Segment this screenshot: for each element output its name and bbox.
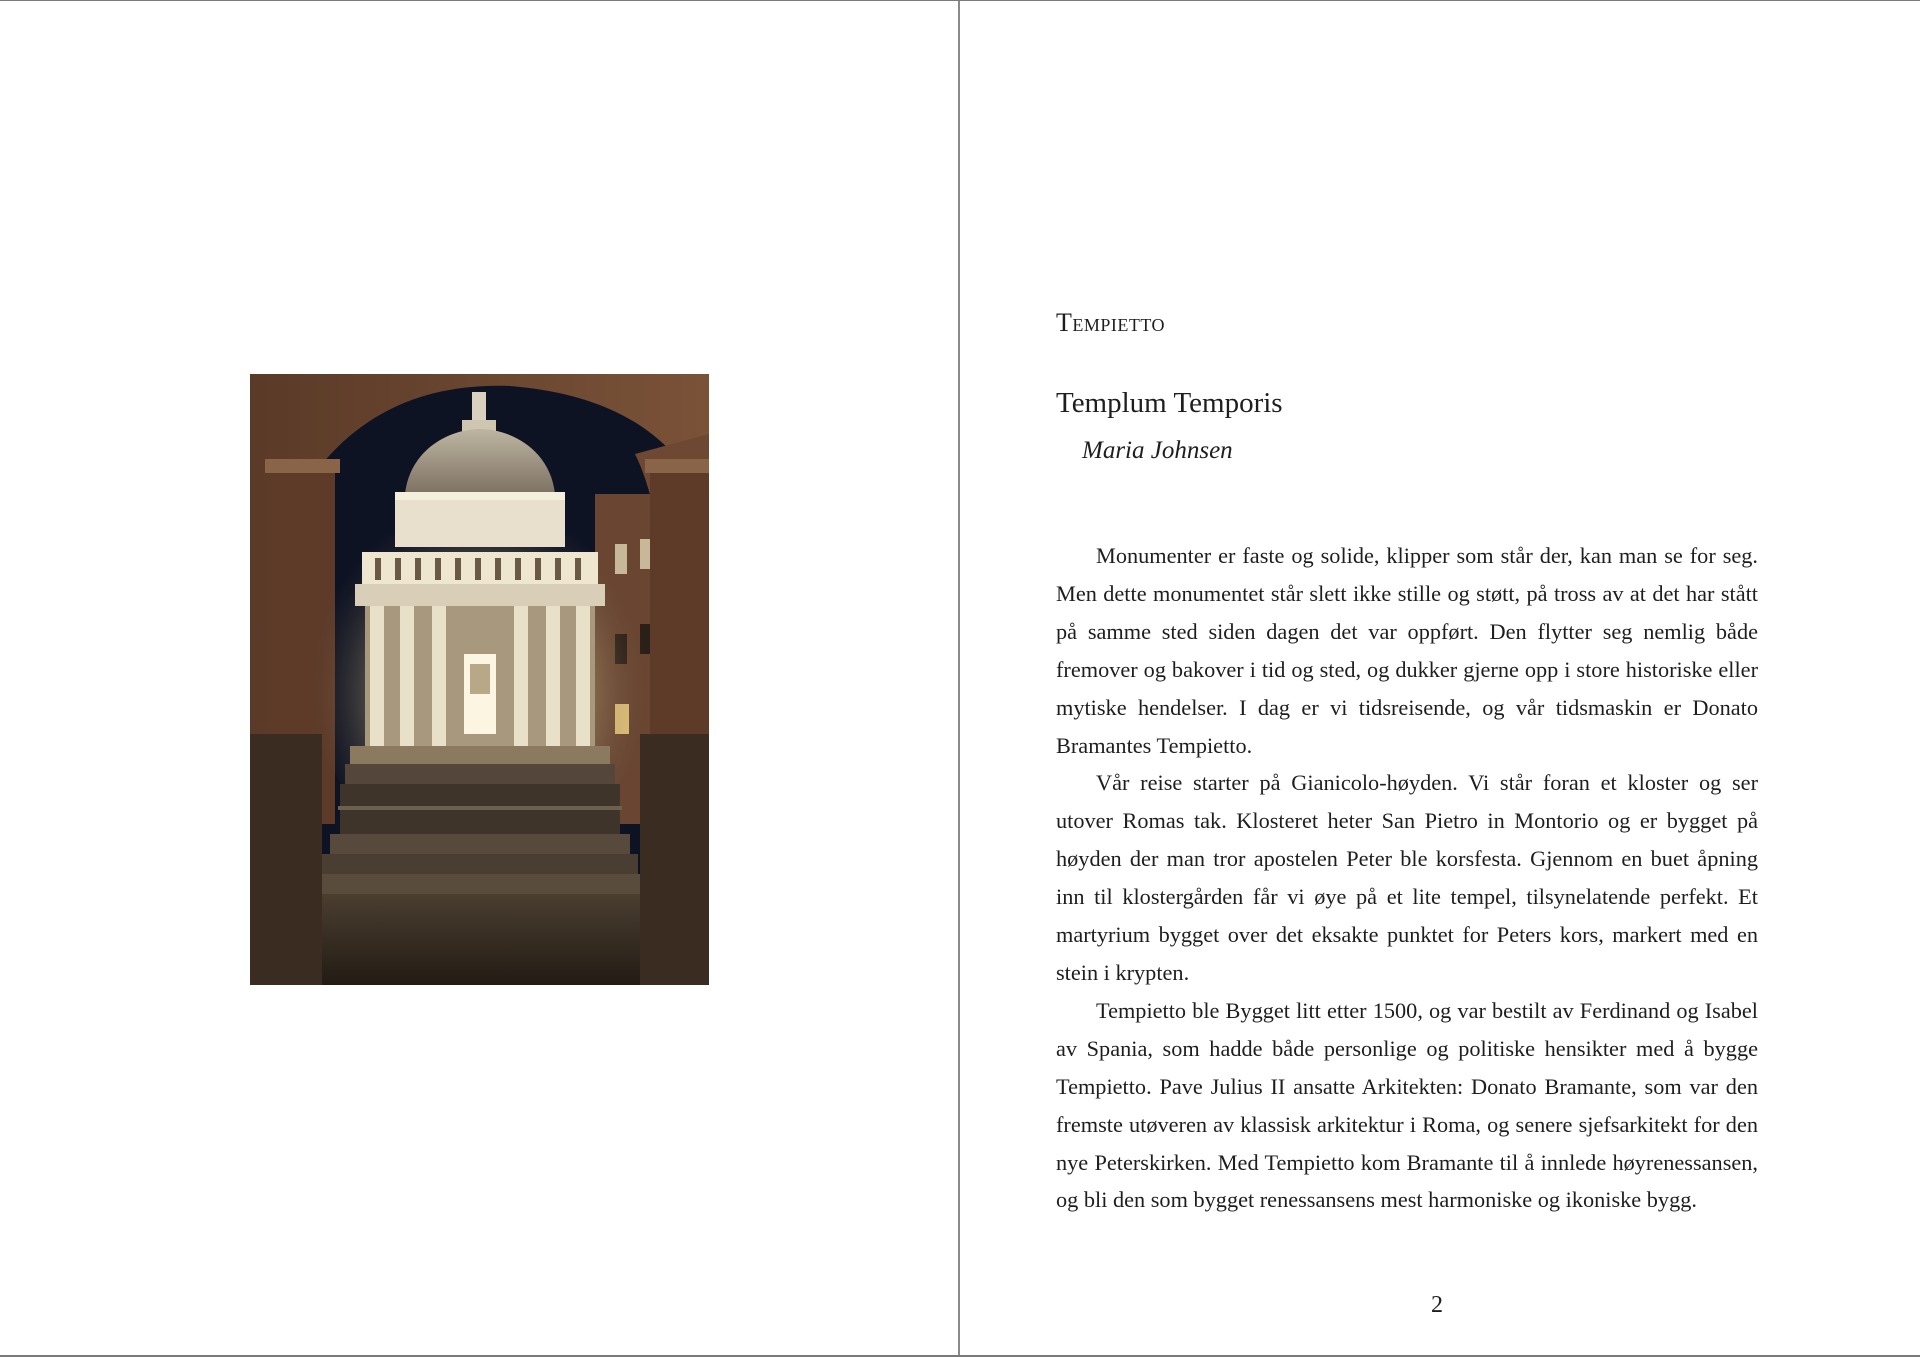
article-title: Templum Temporis (1056, 387, 1283, 419)
body-paragraph: Monumenter er faste og solide, klipper som står der, kan man se for seg. Men dette monumentet står slett ikke stille og støtt, på tross av at det har stått på samme sted siden dagen det var oppført. Den flytter seg nemlig både fremover og bakover i tid og sted, og dukker gjerne opp i store historiske eller mytiske hendelser. I dag er vi tidsreisende, og vår tidsmaskin er Donato Bramantes Tempietto. (1056, 543, 1758, 758)
tempietto-photo (250, 374, 709, 985)
body-paragraph: Tempietto ble Bygget litt etter 1500, og var bestilt av Ferdinand og Isabel av Spania, som hadde både personlige og politiske hensikter med å bygge Tempietto. Pave Julius II ansatte Arkitekten: Donato Bramante, som var den fremste utøveren av klassisk arkitektur i Roma, og senere sjefsarkitekt for den nye Peterskirken. Med Tempietto kom Bramante til å innlede høyrenessansen, og bli den som bygget renessansens mest harmoniske og ikoniske bygg. (1056, 997, 1758, 1213)
body-paragraph: Vår reise starter på Gianicolo-høyden. Vi står foran et kloster og ser utover Romas tak. Klosteret heter San Pietro in Montorio og er bygget på høyden der man tror apostelen Peter ble korsfesta. Gjennom en buet åpning inn til klostergården får vi øye på et lite tempel, tilsynelatende perfekt. Et martyrium bygget over det eksakte punktet for Peters kors, markert med en stein i krypten. (1056, 770, 1758, 985)
page-number: 2 (1431, 1292, 1443, 1318)
tempietto-photo-illustration (250, 374, 709, 985)
left-page (0, 1, 958, 1355)
section-label: Tempietto (1056, 308, 1166, 337)
article-author: Maria Johnsen (1082, 437, 1233, 464)
article-body (1056, 537, 1758, 1219)
